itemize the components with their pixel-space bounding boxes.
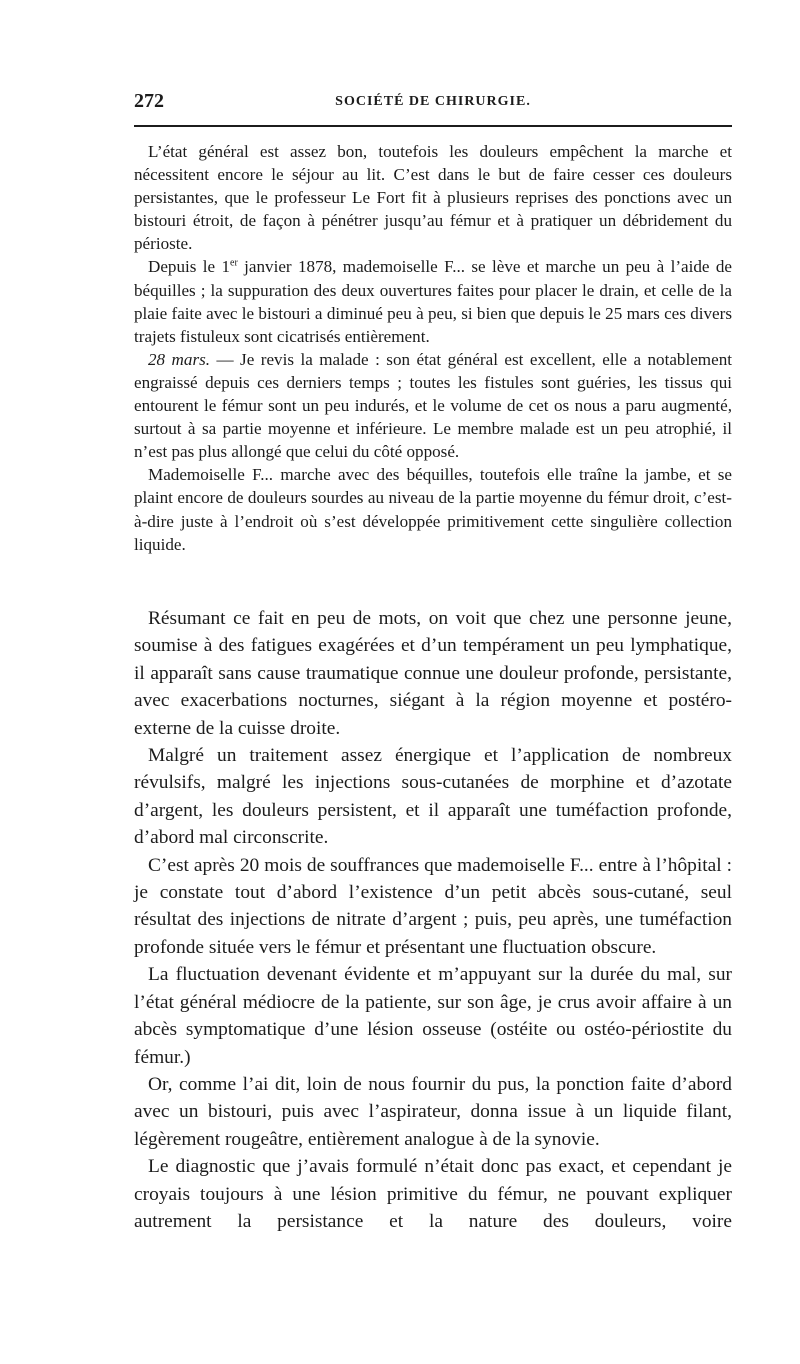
running-head: SOCIÉTÉ DE CHIRURGIE.	[335, 94, 531, 109]
paragraph: Mademoiselle F... marche avec des béquilles, toutefois elle traîne la jambe, et se plaint encore de douleurs sourdes au niveau de la partie moyenne du fémur droit, c’est-à-dire juste à l’endroit où s’est développée primitivement cette singulière collection liquide.	[134, 465, 732, 554]
text-run: — Je revis la malade : son état général est excellent, elle a notablement engraissé depuis ces derniers temps ; toutes les fistules sont guéries, les tissus qui entourent le fémur sont un peu indurés, et le volume de cet os nous a paru augmenté, surtout à sa partie moyenne et inférieure. Le membre malade est un peu atrophié, il n’est pas plus allongé que celui du côté opposé.	[134, 349, 732, 462]
header-rule	[134, 125, 732, 127]
text-run: janvier 1878, mademoiselle F... se lève et marche un peu à l’aide de béquilles ; la suppuration des deux ouvertures faites pour placer le drain, et celle de la plaie faite avec le bistouri a diminué peu à peu, si bien que depuis le 25 mars ces divers trajets fistuleux sont cicatrisés entièrement.	[134, 257, 732, 346]
paragraph: Malgré un traitement assez énergique et l’application de nombreux révulsifs, malgré les injections sous-cutanées de morphine et d’azotate d’argent, les douleurs persistent, et il apparaît une tuméfaction profonde, d’abord mal circonscrite.	[134, 745, 732, 849]
superscript: er	[230, 257, 238, 269]
paragraph	[134, 255, 732, 347]
page-number: 272	[134, 90, 164, 112]
text-run: Depuis le 1	[148, 257, 231, 277]
paragraph: La fluctuation devenant évidente et m’appuyant sur la durée du mal, sur l’état général médiocre de la patiente, sur son âge, je crus avoir affaire à un abcès symptomatique d’une lésion osseuse (ostéite ou ostéo-périostite du fémur.)	[134, 964, 732, 1068]
page-header	[134, 90, 732, 118]
paragraph: L’état général est assez bon, toutefois les douleurs empêchent la marche et nécessitent encore le séjour au lit. C’est dans le but de faire cesser ces douleurs persistantes, que le professeur Le Fort fit à plusieurs reprises des ponctions avec un bistouri étroit, de façon à pénétrer jusqu’au fémur et à pratiquer un débridement du périoste.	[134, 142, 732, 254]
paragraph: C’est après 20 mois de souffrances que mademoiselle F... entre à l’hôpital : je constate tout d’abord l’existence d’un petit abcès sous-cutané, seul résultat des injections de nitrate d’argent ; puis, peu après, une tuméfaction profonde située vers le fémur et présentant une fluctuation obscure.	[134, 854, 732, 958]
discussion-section	[134, 605, 732, 1235]
case-report-section	[134, 140, 732, 556]
paragraph: Or, comme l’ai dit, loin de nous fournir du pus, la ponction faite d’abord avec un bistouri, puis avec l’aspirateur, donna issue à un liquide filant, légèrement rougeâtre, entièrement analogue à de la synovie.	[134, 1073, 732, 1150]
paragraph: Résumant ce fait en peu de mots, on voit que chez une personne jeune, soumise à des fatigues exagérées et d’un tempérament un peu lymphatique, il apparaît sans cause traumatique connue une douleur profonde, persistante, avec exacerbations nocturnes, siégant à la région moyenne et postéro-externe de la cuisse droite.	[134, 608, 732, 739]
paragraph	[134, 348, 732, 463]
paragraph: Le diagnostic que j’avais formulé n’était donc pas exact, et cependant je croyais toujours à une lésion primitive du fémur, ne pouvant expliquer autrement la persistance et la nature des douleurs, voire	[134, 1156, 732, 1232]
date-label: 28 mars.	[148, 349, 211, 369]
